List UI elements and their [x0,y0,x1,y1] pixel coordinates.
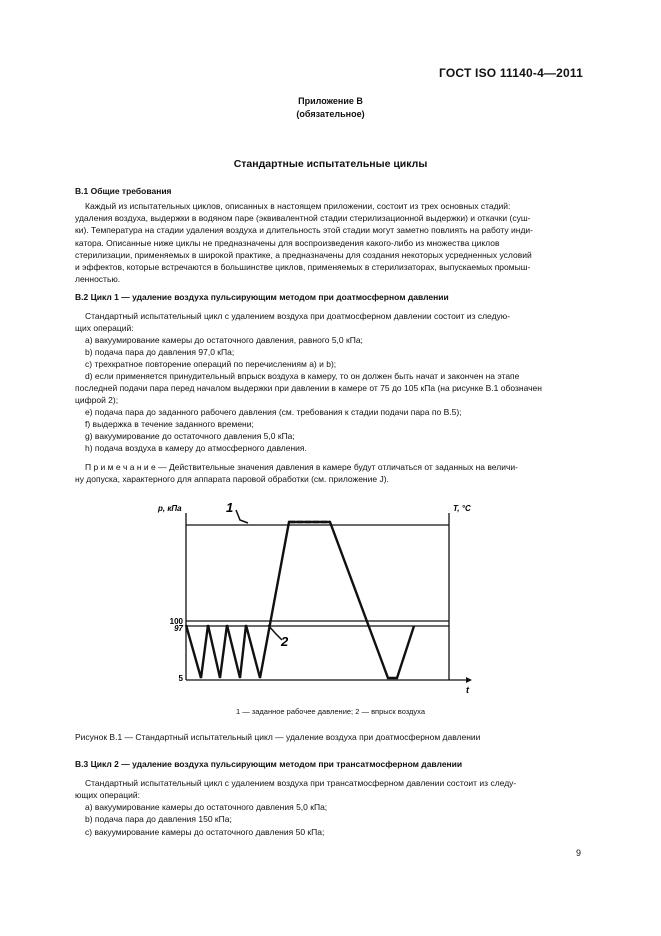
y2-axis-label: T, °C [453,504,471,513]
section-b3-heading: В.3 Цикл 2 — удаление воздуха пульсирующим методом при трансатмосферном давлении [75,759,463,769]
x-axis-arrow [466,677,472,683]
paragraph-line: и эффектов, которые встречаются в большинстве циклов, применяемых в стерилизаторах, выпускаемых промыш- [75,262,531,272]
list-item: c) вакуумирование камеры до остаточного давления 50 кПа; [85,827,325,837]
paragraph-line: Каждый из испытательных циклов, описанных в настоящем приложении, состоит из трех основных стадий: [85,201,511,211]
figure-legend: 1 — заданное рабочее давление; 2 — впрыск воздуха [235,707,426,716]
standard-designation: ГОСТ ISO 11140-4—2011 [439,66,583,80]
y-axis-label: p, кПа [158,504,182,513]
section-b1-heading: В.1 Общие требования [75,186,172,196]
list-item: последней подачи пара перед началом выдержки при давлении в камере от 75 до 105 кПа (на рисунке В.1 обозначен [75,383,542,393]
paragraph-line: Стандартный испытательный цикл с удалением воздуха при трансатмосферном давлении состоит из следу- [85,778,517,788]
list-item: цифрой 2); [75,395,119,405]
section-b2-heading: В.2 Цикл 1 — удаление воздуха пульсирующим методом при доатмосферном давлении [75,292,449,302]
x-axis-label: t [466,685,469,695]
page-number: 9 [575,848,581,858]
annex-status: (обязательное) [296,109,365,119]
list-item: d) если применяется принудительный впрыск воздуха в камеру, то он должен быть начат и закончен на этапе [85,371,520,381]
list-item: f) выдержка в течение заданного времени; [85,419,254,429]
paragraph-line: щих операций: [75,323,134,333]
paragraph-line: удаления воздуха, выдержки в водяном паре (эквивалентной стадии стерилизационной выдержки) и откачки (суш- [75,213,531,223]
note-line: ну допуска, характерного для аппарата паровой обработки (см. приложение J). [75,474,389,484]
note-line: П р и м е ч а н и е — Действительные значения давления в камере будут отличаться от заданных на величи- [85,462,518,472]
paragraph-line: ленностью. [75,274,121,284]
tick-97: 97 [174,624,183,633]
callout-1-leader [236,510,248,523]
paragraph-line: стерилизации, применяемых в широкой практике, а предназначены для создания некоторых усредненных условий [75,250,532,260]
tick-5: 5 [178,674,183,683]
document-title: Стандартные испытательные циклы [233,158,428,170]
list-item: a) вакуумирование камеры до остаточного давления, равного 5,0 кПа; [85,335,363,345]
callout-2-leader [268,625,282,640]
list-item: h) подача воздуха в камеру до атмосферного давления. [85,443,307,453]
list-item: e) подача пара до заданного рабочего давления (см. требования к стадии подачи пара по В.5); [85,407,462,417]
paragraph-line: ки). Температура на стадии удаления воздуха и длительность этой стадии могут заметно повлиять на работу инди- [75,225,533,235]
paragraph-line: Стандартный испытательный цикл с удалением воздуха при доатмосферном давлении состоит из следую- [85,311,511,321]
list-item: b) подача пара до давления 97,0 кПа; [85,347,235,357]
pressure-cycle-curve [186,522,414,678]
callout-2-label: 2 [281,634,289,649]
tick-100: 100 [169,617,183,626]
paragraph-line: ющих операций: [75,790,140,800]
callout-1-label: 1 [226,500,234,515]
list-item: c) трехкратное повторение операций по перечислениям a) и b); [85,359,337,369]
list-item: a) вакуумирование камеры до остаточного давления 5,0 кПа; [85,802,328,812]
list-item: g) вакуумирование до остаточного давления 5,0 кПа; [85,431,295,441]
figure-caption: Рисунок В.1 — Стандартный испытательный цикл — удаление воздуха при доатмосферном давлении [75,732,481,742]
paragraph-line: катора. Описанные ниже циклы не предназначены для воспроизведения какого-либо из множества циклов [75,238,500,248]
annex-title: Приложение В [298,96,363,106]
list-item: b) подача пара до давления 150 кПа; [85,814,232,824]
